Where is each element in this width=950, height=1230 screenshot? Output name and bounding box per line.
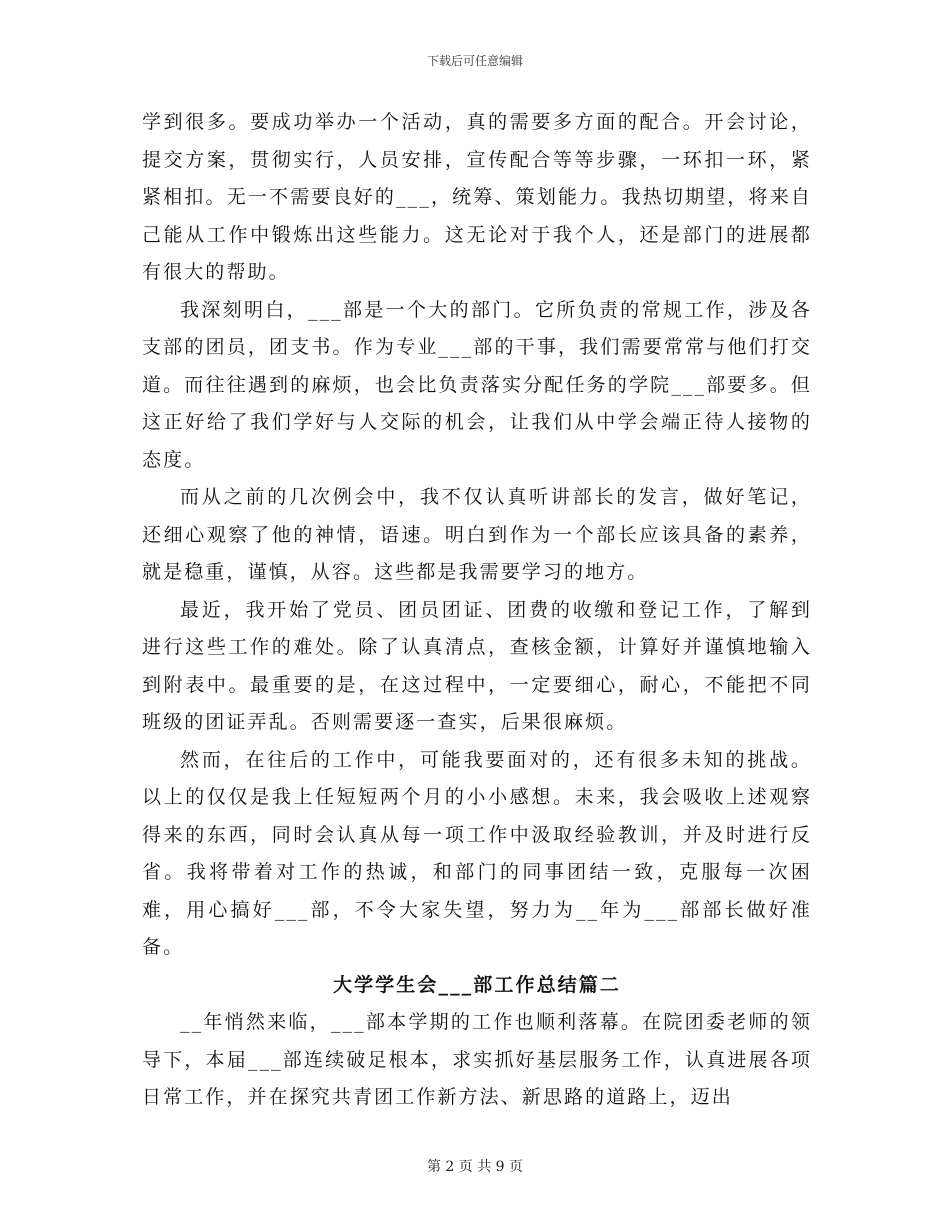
- paragraph: 最近，我开始了党员、团员团证、团费的收缴和登记工作，了解到进行这些工作的难处。除了认真清点，查核金额，计算好并谨慎地输入到附表中。最重要的是，在这过程中，一定要细心，耐心，不能把不同班级的团证弄乱。否则需要逐一查实，后果很麻烦。: [142, 598, 812, 733]
- paragraph: 而从之前的几次例会中，我不仅认真听讲部长的发言，做好笔记，还细心观察了他的神情，语速。明白到作为一个部长应该具备的素养，就是稳重，谨慎，从容。这些都是我需要学习的地方。: [142, 486, 812, 583]
- paragraph-continuation: 学到很多。要成功举办一个活动，真的需要多方面的配合。开会讨论，提交方案，贯彻实行，人员安排，宣传配合等等步骤，一环扣一环，紧紧相扣。无一不需要良好的___，统筹、策划能力。我热切期望，将来自己能从工作中锻炼出这些能力。这无论对于我个人，还是部门的进展都有很大的帮助。: [142, 111, 812, 283]
- document-body: [142, 104, 812, 1117]
- section-title: 大学学生会___部工作总结篇二: [332, 973, 621, 996]
- paragraph: 我深刻明白，___部是一个大的部门。它所负责的常规工作，涉及各支部的团员，团支书。作为专业___部的干事，我们需要常常与他们打交道。而往往遇到的麻烦，也会比负责落实分配任务的学院___部要多。但这正好给了我们学好与人交际的机会，让我们从中学会端正待人接物的态度。: [142, 298, 812, 471]
- page-number: 第 2 页 共 9 页: [426, 1159, 524, 1175]
- paragraph: 然而，在往后的工作中，可能我要面对的，还有很多未知的挑战。以上的仅仅是我上任短短两个月的小小感想。未来，我会吸收上述观察得来的东西，同时会认真从每一项工作中汲取经验教训，并及时进行反省。我将带着对工作的热诚，和部门的同事团结一致，克服每一次困难，用心搞好___部，不令大家失望，努力为__年为___部部长做好准备。: [142, 748, 812, 958]
- header-note: 下载后可任意编辑: [426, 54, 523, 68]
- paragraph: __年悄然来临，___部本学期的工作也顺利落幕。在院团委老师的领导下，本届___部连续破足根本，求实抓好基层服务工作，认真进展各项日常工作，并在探究共青团工作新方法、新思路的道路上，迈出: [142, 1011, 812, 1108]
